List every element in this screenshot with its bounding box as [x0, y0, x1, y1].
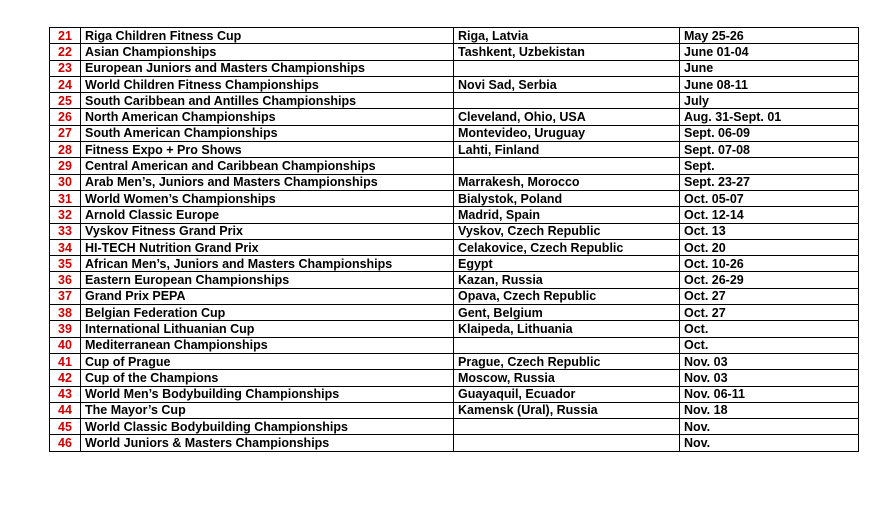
event-name: The Mayor’s Cup: [81, 402, 454, 418]
event-location: Kamensk (Ural), Russia: [454, 402, 680, 418]
events-schedule-table: [49, 27, 859, 452]
event-location: Marrakesh, Morocco: [454, 174, 680, 190]
event-date: Sept.: [680, 158, 859, 174]
table-row: [50, 353, 859, 369]
event-date: Oct. 27: [680, 305, 859, 321]
event-date: Oct.: [680, 337, 859, 353]
table-row: [50, 158, 859, 174]
event-name: World Juniors & Masters Championships: [81, 435, 454, 451]
event-name: South Caribbean and Antilles Championships: [81, 93, 454, 109]
event-location: Klaipeda, Lithuania: [454, 321, 680, 337]
schedule-body: [50, 28, 859, 452]
event-location: Celakovice, Czech Republic: [454, 239, 680, 255]
event-location: Guayaquil, Ecuador: [454, 386, 680, 402]
event-name: African Men’s, Juniors and Masters Championships: [81, 256, 454, 272]
event-location: [454, 93, 680, 109]
event-date: Nov.: [680, 419, 859, 435]
table-row: [50, 288, 859, 304]
event-name: Grand Prix PEPA: [81, 288, 454, 304]
row-number: 34: [50, 239, 81, 255]
row-number: 43: [50, 386, 81, 402]
event-date: Oct. 13: [680, 223, 859, 239]
row-number: 23: [50, 60, 81, 76]
event-name: Arnold Classic Europe: [81, 207, 454, 223]
event-location: Kazan, Russia: [454, 272, 680, 288]
row-number: 29: [50, 158, 81, 174]
row-number: 37: [50, 288, 81, 304]
event-date: June 08-11: [680, 76, 859, 92]
event-date: Oct. 27: [680, 288, 859, 304]
event-name: Belgian Federation Cup: [81, 305, 454, 321]
event-name: European Juniors and Masters Championships: [81, 60, 454, 76]
row-number: 32: [50, 207, 81, 223]
event-name: Riga Children Fitness Cup: [81, 28, 454, 44]
row-number: 40: [50, 337, 81, 353]
row-number: 25: [50, 93, 81, 109]
event-name: Asian Championships: [81, 44, 454, 60]
row-number: 33: [50, 223, 81, 239]
table-row: [50, 109, 859, 125]
table-row: [50, 419, 859, 435]
row-number: 24: [50, 76, 81, 92]
event-location: Egypt: [454, 256, 680, 272]
row-number: 35: [50, 256, 81, 272]
event-name: Mediterranean Championships: [81, 337, 454, 353]
event-date: Sept. 07-08: [680, 142, 859, 158]
event-location: Cleveland, Ohio, USA: [454, 109, 680, 125]
event-name: Eastern European Championships: [81, 272, 454, 288]
event-date: Nov. 03: [680, 353, 859, 369]
event-location: [454, 158, 680, 174]
event-location: Montevideo, Uruguay: [454, 125, 680, 141]
table-row: [50, 174, 859, 190]
event-location: Vyskov, Czech Republic: [454, 223, 680, 239]
table-row: [50, 28, 859, 44]
table-row: [50, 305, 859, 321]
row-number: 30: [50, 174, 81, 190]
event-name: Fitness Expo + Pro Shows: [81, 142, 454, 158]
row-number: 39: [50, 321, 81, 337]
table-row: [50, 223, 859, 239]
row-number: 41: [50, 353, 81, 369]
row-number: 31: [50, 190, 81, 206]
event-location: Moscow, Russia: [454, 370, 680, 386]
row-number: 42: [50, 370, 81, 386]
event-date: Oct. 10-26: [680, 256, 859, 272]
table-row: [50, 386, 859, 402]
event-date: Nov. 03: [680, 370, 859, 386]
event-location: Madrid, Spain: [454, 207, 680, 223]
row-number: 27: [50, 125, 81, 141]
event-location: Riga, Latvia: [454, 28, 680, 44]
event-location: [454, 60, 680, 76]
event-location: Gent, Belgium: [454, 305, 680, 321]
event-name: North American Championships: [81, 109, 454, 125]
table-row: [50, 44, 859, 60]
event-date: June: [680, 60, 859, 76]
table-row: [50, 435, 859, 451]
event-date: June 01-04: [680, 44, 859, 60]
table-row: [50, 76, 859, 92]
event-name: World Classic Bodybuilding Championships: [81, 419, 454, 435]
table-row: [50, 142, 859, 158]
event-name: World Women’s Championships: [81, 190, 454, 206]
row-number: 28: [50, 142, 81, 158]
event-name: South American Championships: [81, 125, 454, 141]
event-date: Oct. 26-29: [680, 272, 859, 288]
table-row: [50, 207, 859, 223]
event-date: Sept. 23-27: [680, 174, 859, 190]
event-name: World Men’s Bodybuilding Championships: [81, 386, 454, 402]
event-date: Aug. 31-Sept. 01: [680, 109, 859, 125]
event-location: Bialystok, Poland: [454, 190, 680, 206]
table-row: [50, 370, 859, 386]
table-row: [50, 256, 859, 272]
table-row: [50, 321, 859, 337]
table-row: [50, 239, 859, 255]
event-location: [454, 419, 680, 435]
event-location: Opava, Czech Republic: [454, 288, 680, 304]
event-date: Oct. 20: [680, 239, 859, 255]
event-date: May 25-26: [680, 28, 859, 44]
event-date: Nov. 18: [680, 402, 859, 418]
event-name: World Children Fitness Championships: [81, 76, 454, 92]
event-location: [454, 435, 680, 451]
table-row: [50, 272, 859, 288]
event-date: Nov. 06-11: [680, 386, 859, 402]
event-name: Cup of the Champions: [81, 370, 454, 386]
table-row: [50, 60, 859, 76]
event-name: Central American and Caribbean Championships: [81, 158, 454, 174]
event-name: International Lithuanian Cup: [81, 321, 454, 337]
event-name: Arab Men’s, Juniors and Masters Championships: [81, 174, 454, 190]
row-number: 36: [50, 272, 81, 288]
row-number: 44: [50, 402, 81, 418]
event-location: [454, 337, 680, 353]
event-location: Lahti, Finland: [454, 142, 680, 158]
event-date: July: [680, 93, 859, 109]
event-location: Prague, Czech Republic: [454, 353, 680, 369]
row-number: 21: [50, 28, 81, 44]
table-row: [50, 93, 859, 109]
event-date: Nov.: [680, 435, 859, 451]
event-location: Tashkent, Uzbekistan: [454, 44, 680, 60]
row-number: 45: [50, 419, 81, 435]
event-name: Cup of Prague: [81, 353, 454, 369]
row-number: 26: [50, 109, 81, 125]
event-location: Novi Sad, Serbia: [454, 76, 680, 92]
event-date: Oct. 12-14: [680, 207, 859, 223]
event-name: HI-TECH Nutrition Grand Prix: [81, 239, 454, 255]
event-date: Oct.: [680, 321, 859, 337]
event-date: Oct. 05-07: [680, 190, 859, 206]
event-date: Sept. 06-09: [680, 125, 859, 141]
table-row: [50, 402, 859, 418]
table-row: [50, 337, 859, 353]
row-number: 46: [50, 435, 81, 451]
row-number: 38: [50, 305, 81, 321]
table-row: [50, 190, 859, 206]
row-number: 22: [50, 44, 81, 60]
event-name: Vyskov Fitness Grand Prix: [81, 223, 454, 239]
table-row: [50, 125, 859, 141]
